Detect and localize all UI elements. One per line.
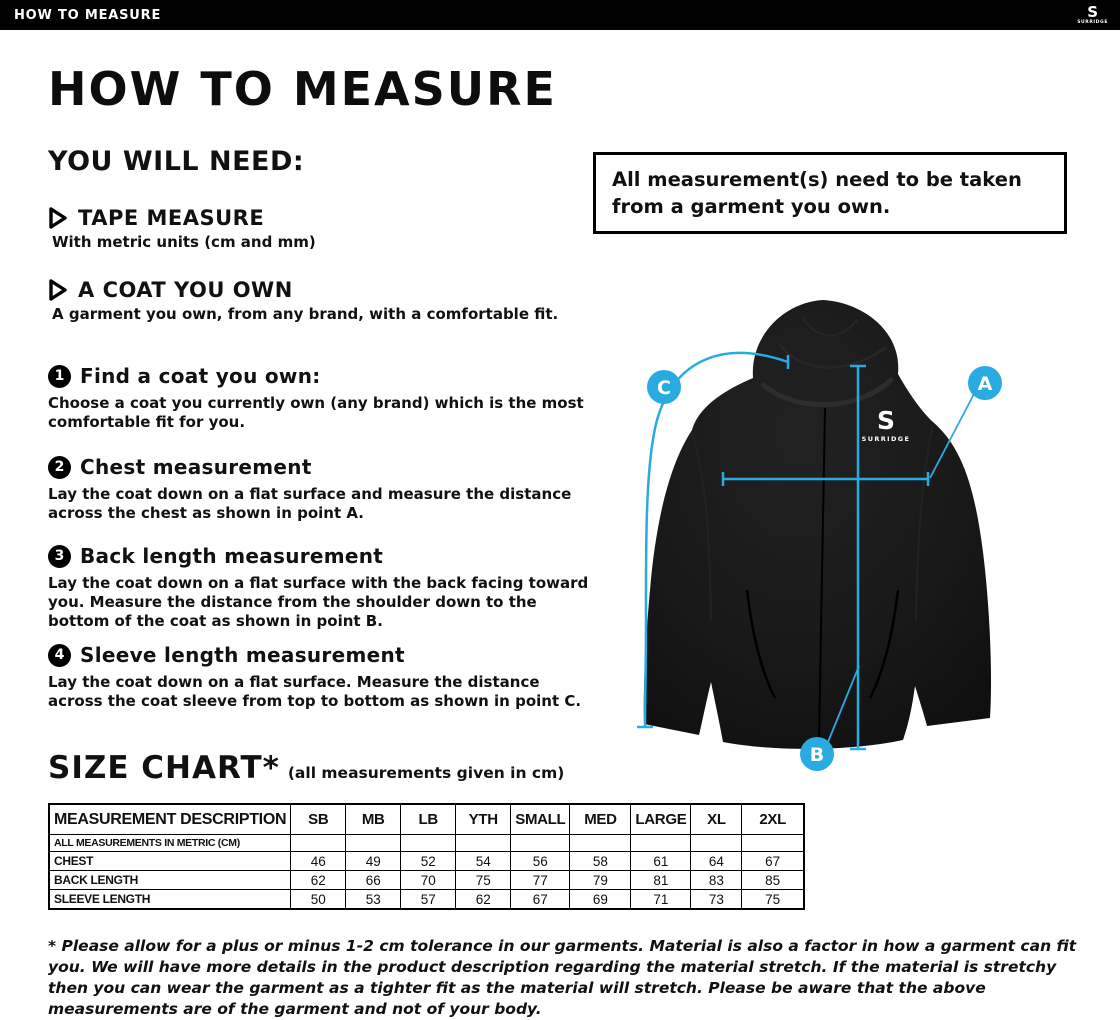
row-label: BACK LENGTH xyxy=(49,871,291,890)
header-cell: SMALL xyxy=(511,804,570,835)
cell-value: 75 xyxy=(742,890,804,910)
table-header-row xyxy=(49,804,804,835)
garment-logo-mark: S xyxy=(876,406,896,435)
cell-value: 81 xyxy=(631,871,691,890)
step-title: Chest measurement xyxy=(80,455,312,479)
top-bar xyxy=(0,0,1120,30)
step-title: Find a coat you own: xyxy=(80,364,321,388)
header-cell: 2XL xyxy=(742,804,804,835)
step-3 xyxy=(48,544,593,631)
step-1 xyxy=(48,364,593,432)
size-chart-title: SIZE CHART* xyxy=(48,750,280,786)
cell-value: 67 xyxy=(511,890,570,910)
cell-value: 79 xyxy=(570,871,631,890)
surridge-logo-mark-icon: S xyxy=(1087,2,1098,21)
tolerance-footnote: * Please allow for a plus or minus 1-2 cm tolerance in our garments. Material is also a factor in how a garment can fit you. We will have more details in the product description regarding the material stretch. If the material is stretchy then you can wear the garment as a tighter fit as the material will stretch. Please be aware that the above measurements are of the garment and not of your body. xyxy=(48,937,1077,1018)
step-number-badge: 1 xyxy=(48,365,71,388)
cell-value: 85 xyxy=(742,871,804,890)
need-item-description: With metric units (cm and mm) xyxy=(52,233,316,251)
header-cell: YTH xyxy=(456,804,511,835)
you-will-need-heading: YOU WILL NEED: xyxy=(48,146,305,177)
step-2 xyxy=(48,455,593,523)
header-cell: MED xyxy=(570,804,631,835)
cell-value: 62 xyxy=(456,890,511,910)
cell-value: 50 xyxy=(291,890,346,910)
need-item-label: TAPE MEASURE xyxy=(78,206,265,230)
cell-value: 66 xyxy=(346,871,401,890)
cell-value: 49 xyxy=(346,852,401,871)
unit-row-label: ALL MEASUREMENTS IN METRIC (CM) xyxy=(49,835,291,852)
cell-value: 62 xyxy=(291,871,346,890)
row-label: SLEEVE LENGTH xyxy=(49,890,291,910)
size-chart-heading xyxy=(48,750,564,786)
table-unit-row xyxy=(49,835,804,852)
cell-value: 73 xyxy=(691,890,742,910)
triangle-bullet-icon xyxy=(48,207,68,229)
step-number-badge: 4 xyxy=(48,644,71,667)
point-b-label: B xyxy=(809,744,825,766)
step-description: Lay the coat down on a flat surface. Measure the distance across the coat sleeve from top to bottom as shown in point C. xyxy=(48,673,582,710)
measurement-callout-box: All measurement(s) need to be taken from a garment you own. xyxy=(593,152,1067,234)
cell-value: 83 xyxy=(691,871,742,890)
row-label: CHEST xyxy=(49,852,291,871)
jacket-measurement-diagram xyxy=(595,290,1110,800)
triangle-bullet-icon xyxy=(48,279,68,301)
step-title: Back length measurement xyxy=(80,544,384,568)
step-title: Sleeve length measurement xyxy=(80,643,405,667)
cell-value: 69 xyxy=(570,890,631,910)
cell-value: 57 xyxy=(401,890,456,910)
need-item-label: A COAT YOU OWN xyxy=(78,278,293,302)
page-title: HOW TO MEASURE xyxy=(48,62,557,116)
cell-value: 54 xyxy=(456,852,511,871)
garment-logo-wordmark: SURRIDGE xyxy=(861,435,911,443)
cell-value: 58 xyxy=(570,852,631,871)
step-description: Lay the coat down on a flat surface with the back facing toward you. Measure the distance from the shoulder down to the bottom of the coat as shown in point B. xyxy=(48,574,589,630)
header-cell: MB xyxy=(346,804,401,835)
cell-value: 70 xyxy=(401,871,456,890)
cell-value: 67 xyxy=(742,852,804,871)
jacket-illustration xyxy=(644,300,991,749)
step-4 xyxy=(48,643,593,711)
size-chart-subtitle: (all measurements given in cm) xyxy=(287,764,565,782)
header-cell: MEASUREMENT DESCRIPTION xyxy=(49,804,291,835)
need-item-coat xyxy=(48,278,558,323)
need-item-tape-measure xyxy=(48,206,316,251)
step-description: Lay the coat down on a flat surface and measure the distance across the chest as shown in point A. xyxy=(48,485,572,522)
surridge-logo xyxy=(1077,2,1120,26)
step-description: Choose a coat you currently own (any brand) which is the most comfortable fit for you. xyxy=(48,394,584,431)
cell-value: 71 xyxy=(631,890,691,910)
top-bar-title: HOW TO MEASURE xyxy=(14,7,162,23)
size-chart-table xyxy=(48,803,805,910)
step-number-badge: 3 xyxy=(48,545,71,568)
table-row xyxy=(49,890,804,910)
step-number-badge: 2 xyxy=(48,456,71,479)
cell-value: 77 xyxy=(511,871,570,890)
table-row xyxy=(49,871,804,890)
header-cell: XL xyxy=(691,804,742,835)
cell-value: 75 xyxy=(456,871,511,890)
table-row xyxy=(49,852,804,871)
cell-value: 46 xyxy=(291,852,346,871)
cell-value: 53 xyxy=(346,890,401,910)
need-item-description: A garment you own, from any brand, with a comfortable fit. xyxy=(52,305,559,323)
cell-value: 52 xyxy=(401,852,456,871)
cell-value: 61 xyxy=(631,852,691,871)
point-a-label: A xyxy=(977,373,993,395)
header-cell: LB xyxy=(401,804,456,835)
point-c-label: C xyxy=(657,377,671,399)
cell-value: 64 xyxy=(691,852,742,871)
cell-value: 56 xyxy=(511,852,570,871)
surridge-logo-wordmark: SURRIDGE xyxy=(1077,19,1108,25)
header-cell: SB xyxy=(291,804,346,835)
header-cell: LARGE xyxy=(631,804,691,835)
